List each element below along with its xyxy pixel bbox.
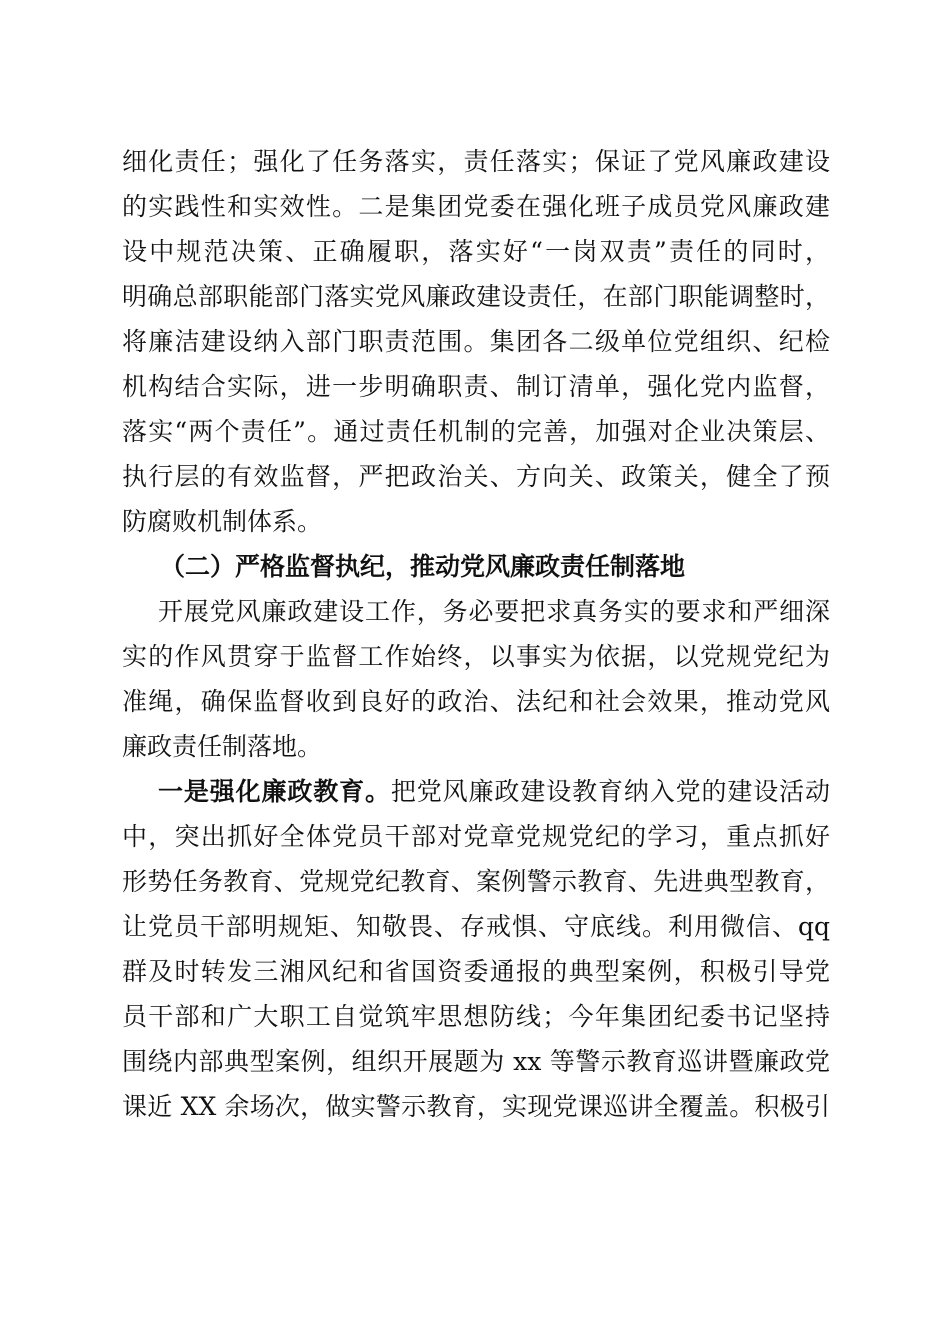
paragraph3-line: 中，突出抓好全体党员干部对党章党规党纪的学习，重点抓好: [122, 822, 830, 851]
paragraph1-line: 明确总部职能部门落实党风廉政建设责任，在部门职能调整时，: [122, 282, 830, 311]
paragraph1-line: 设中规范决策、正确履职，落实好“一岗双责”责任的同时，: [122, 237, 830, 266]
paragraph3-first-line: [158, 770, 830, 814]
section-heading: （二）严格监督执纪，推动党风廉政责任制落地: [160, 552, 686, 581]
paragraph2-line: 准绳，确保监督收到良好的政治、法纪和社会效果，推动党风: [122, 687, 830, 716]
paragraph1-line: 执行层的有效监督，严把政治关、方向关、政策关，健全了预: [122, 462, 830, 491]
paragraph2-line: 开展党风廉政建设工作，务必要把求真务实的要求和严细深: [158, 597, 830, 626]
paragraph3-line: 群及时转发三湘风纪和省国资委通报的典型案例，积极引导党: [122, 957, 830, 986]
paragraph1-line: 防腐败机制体系。: [122, 507, 323, 536]
paragraph1-line: 机构结合实际，进一步明确职责、制订清单，强化党内监督，: [122, 372, 830, 401]
paragraph3-line: 员干部和广大职工自觉筑牢思想防线；今年集团纪委书记坚持: [122, 1002, 830, 1031]
paragraph3-line: 形势任务教育、党规党纪教育、案例警示教育、先进典型教育，: [122, 867, 830, 896]
paragraph2-line: 廉政责任制落地。: [122, 732, 323, 761]
paragraph2-line: 实的作风贯穿于监督工作始终，以事实为依据，以党规党纪为: [122, 642, 830, 671]
paragraph3-lead: 一是强化廉政教育。: [158, 777, 391, 806]
paragraph1-line: 的实践性和实效性。二是集团党委在强化班子成员党风廉政建: [122, 192, 830, 221]
paragraph1-line: 细化责任；强化了任务落实，责任落实；保证了党风廉政建设: [122, 147, 830, 176]
paragraph3-line: 课近 XX 余场次，做实警示教育，实现党课巡讲全覆盖。积极引: [122, 1092, 830, 1121]
paragraph1-line: 将廉洁建设纳入部门职责范围。集团各二级单位党组织、纪检: [122, 327, 830, 356]
paragraph3-first-line-text: 把党风廉政建设教育纳入党的建设活动: [390, 777, 830, 806]
paragraph3-line: 围绕内部典型案例，组织开展题为 xx 等警示教育巡讲暨廉政党: [122, 1047, 830, 1076]
paragraph3-line: 让党员干部明规矩、知敬畏、存戒惧、守底线。利用微信、qq: [122, 912, 830, 941]
paragraph1-line: 落实“两个责任”。通过责任机制的完善，加强对企业决策层、: [122, 417, 830, 446]
